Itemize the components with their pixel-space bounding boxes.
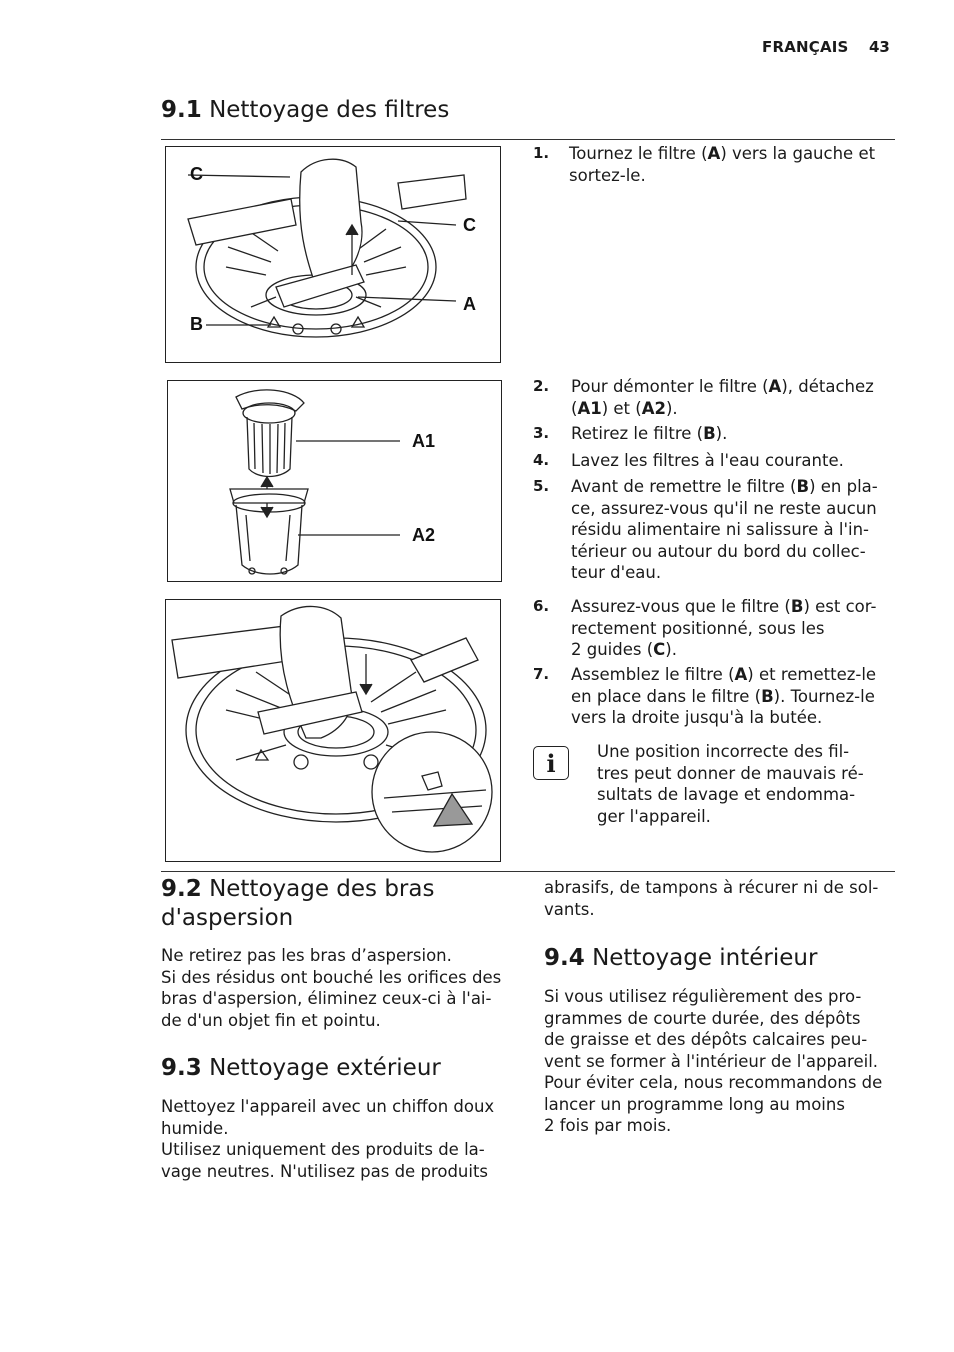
figure-filter-parts <box>167 380 502 582</box>
step-2: 2. Pour démonter le filtre (A), détachez (A1) et (A2). <box>533 377 874 418</box>
section-title: Nettoyage des filtres <box>209 97 450 123</box>
label-c-top: C <box>190 164 203 184</box>
section-rule-2 <box>161 871 895 872</box>
step-6: 6. Assurez-vous que le filtre (B) est cor- rectement positionné, sous les 2 guides (C). <box>533 597 877 659</box>
section-rule <box>161 139 895 140</box>
page-number: 43 <box>869 38 890 56</box>
section-9-4-text: Si vous utilisez régulièrement des pro- grammes de courte durée, des dépôts de graisse et des dépôts calcaires peu- vent se former à l'intérieur de l'appareil. Pour éviter cela, nous recommandons de lancer un programme long au moins 2 fois par mois. <box>544 987 883 1135</box>
label-a1: A1 <box>412 431 436 451</box>
info-icon: i <box>533 746 569 780</box>
step-5: 5. Avant de remettre le filtre (B) en pla- ce, assurez-vous qu'il ne reste aucun résidu alimentaire ni salissure à l'in- térieur ou autour du bord du collec- teur d'eau. <box>533 477 878 582</box>
section-9-2-text: Ne retirez pas les bras d’aspersion. Si des résidus ont bouché les orifices des bras d'aspersion, éliminez ceux-ci à l'ai- de d'un objet fin et pointu. <box>161 946 502 1030</box>
step-4: 4. Lavez les filtres à l'eau courante. <box>533 451 844 470</box>
label-a: A <box>463 294 476 314</box>
section-9-3-text-continued: abrasifs, de tampons à récurer ni de sol- vants. <box>544 878 879 919</box>
step-1: 1. Tournez le filtre (A) vers la gauche et sortez-le. <box>533 144 876 185</box>
section-9-1-heading <box>161 96 449 125</box>
section-9-3-heading: 9.3 Nettoyage extérieur <box>161 1055 441 1081</box>
label-b: B <box>190 314 203 334</box>
info-note: Une position incorrecte des fil- tres peut donner de mauvais ré- sultats de lavage et endomma- ger l'appareil. <box>597 742 864 826</box>
figure-filter-removal <box>165 146 501 363</box>
figure-filter-reinstall <box>165 599 501 862</box>
step-7: 7. Assemblez le filtre (A) et remettez-le en place dans le filtre (B). Tournez-le vers la droite jusqu'à la butée. <box>533 665 877 727</box>
section-number: 9.1 <box>161 97 202 123</box>
header-language: FRANÇAIS <box>762 38 849 56</box>
section-9-4-heading: 9.4 Nettoyage intérieur <box>544 945 818 971</box>
label-c-right: C <box>463 215 476 235</box>
label-a2: A2 <box>412 525 436 545</box>
step-3: 3. Retirez le filtre (B). <box>533 424 728 443</box>
section-9-2-heading: 9.2 Nettoyage des bras d'aspersion <box>161 876 435 931</box>
section-9-3-text: Nettoyez l'appareil avec un chiffon doux humide. Utilisez uniquement des produits de la- vage neutres. N'utilisez pas de produits <box>161 1097 495 1181</box>
